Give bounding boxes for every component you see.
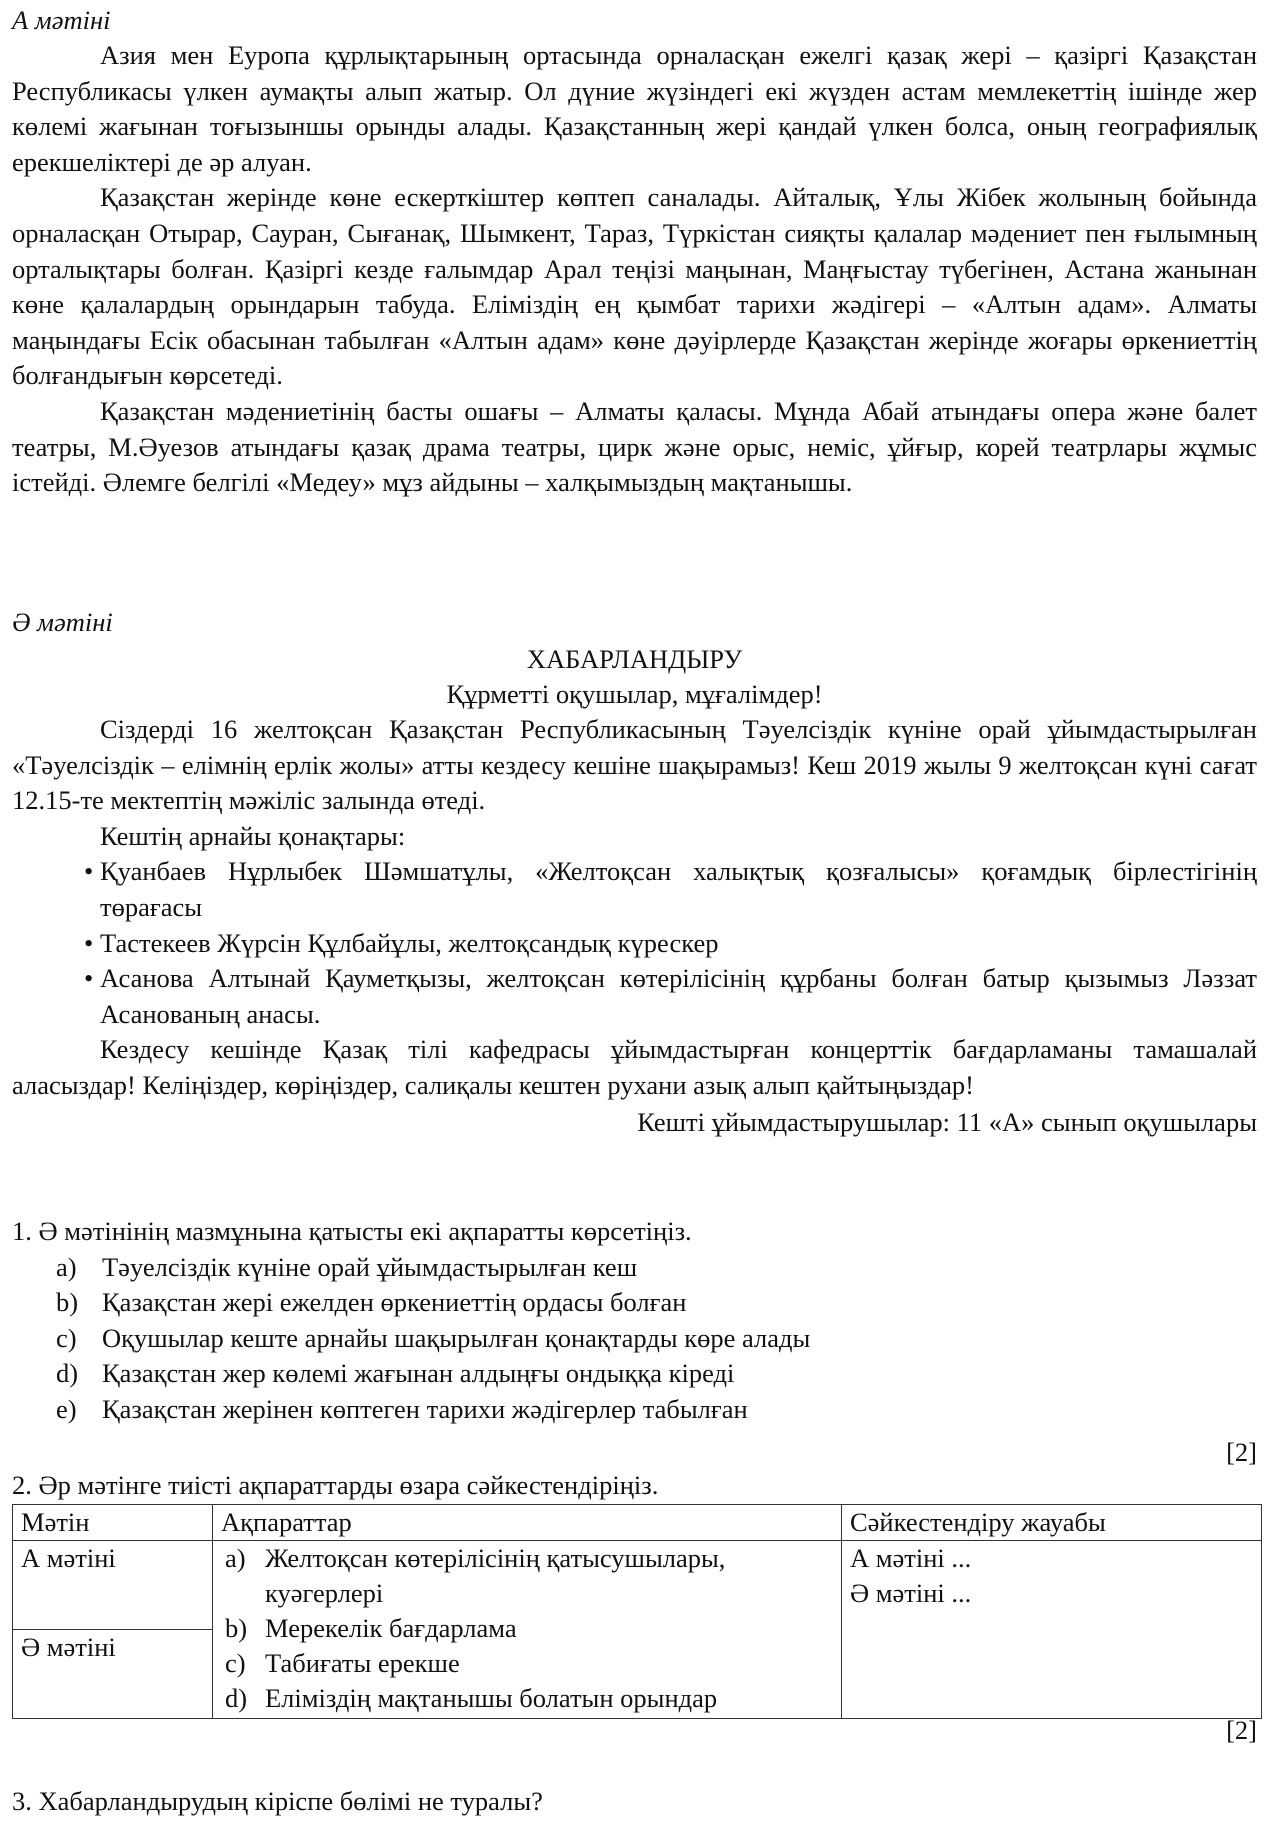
question-1-marks: [2] [1226,1436,1257,1467]
text-b-label: Ә мәтіні [12,607,113,637]
option-e[interactable]: e) Қазақстан жерінен көптеген тарихи жәдігерлер табылған [56,1393,748,1424]
text-a-paragraph-2: Қазақстан жерінде көне ескерткіштер көптеп саналады. Айталық, Ұлы Жібек жолының бойында орналасқан Отырар, Сауран, Сығанақ, Шымкент, Тараз, Түркістан сияқты қалалар мәдениет пен ғылымның орталықтары болған. Қазіргі кезде ғалымдар Арал теңізі маңынан, Маңғыстау түбегінен, Астана жанынан көне қалалардың орындарын табуда. Еліміздің ең қымбат тарихи жәдігері – «Алтын адам». Алматы маңындағы Есік обасынан табылған «Алтын адам» көне дәуірлерде Қазақстан жерінде жоғары өркениеттің болғандығын көрсетеді. [12,182,1257,391]
table-header-row [13,1505,1262,1541]
text-a-paragraph-3: Қазақстан мәдениетінің басты ошағы – Алматы қаласы. Мұнда Абай атындағы опера және балет театры, М.Әуезов атындағы қазақ драма театры, цирк және орыс, неміс, ұйғыр, корей театрлары жұмыс істейді. Әлемге белгілі «Медеу» мұз айдыны – халқымыздың мақтанышы. [12,395,1257,498]
option-c[interactable]: c) Оқушылар кеште арнайы шақырылған қонақтарды көре алады [56,1322,811,1353]
announcement-closing: Кездесу кешінде Қазақ тілі кафедрасы ұйымдастырған концерттік бағдарламаны тамашалай аласыздар! Келіңіздер, көріңіздер, салиқалы кештен рухани азық алып қайтыңыздар! [12,1034,1257,1100]
question-1 [12,1214,1257,1470]
text-a-section [12,2,1257,501]
answer-text-a: А мәтіні ... [850,1543,972,1573]
announcement-title: ХАБАРЛАНДЫРУ [526,644,743,674]
guest-item: • Асанова Алтынай Қауметқызы, желтоқсан көтерілісінің құрбаны болған батыр қызымыз Ләззат Асанованың анасы. [84,963,1257,1029]
announcement-signature: Кешті ұйымдастырушылар: 11 «А» сынып оқушылары [637,1106,1257,1137]
text-a-cell: А мәтіні [13,1541,212,1630]
bullet-icon: • [84,927,94,958]
question-2-marks: [2] [1226,1715,1257,1745]
announcement-greeting: Құрметті оқушылар, мұғалімдер! [446,679,823,709]
question-3 [12,1784,1257,1820]
bullet-icon: • [84,963,94,994]
info-cell [213,1541,842,1719]
option-d[interactable]: d) Қазақстан жер көлемі жағынан алдыңғы ондыққа кіреді [56,1358,735,1389]
header-answer: Сәйкестендіру жауабы [842,1505,1262,1541]
question-1-options [12,1250,1257,1428]
info-item: d) Еліміздің мақтанышы болатын орындар [225,1683,718,1713]
guests-list [12,854,1257,1032]
bullet-icon: • [84,856,94,887]
header-text: Мәтін [13,1505,213,1541]
answer-text-b: Ә мәтіні ... [850,1578,972,1608]
option-a[interactable]: a) Тәуелсіздік күніне орай ұйымдастырылған кеш [56,1251,638,1282]
question-2 [12,1468,1257,1504]
announcement-intro: Сіздерді 16 желтоқсан Қазақстан Республикасының Тәуелсіздік күніне орай ұйымдастырылған «Тәуелсіздік – елімнің ерлік жолы» атты кездесу кешіне шақырамыз! Кеш 2019 жылы 9 желтоқсан күні сағат 12.15-те мектептің мәжіліс залында өтеді. [12,714,1257,816]
text-b-cell: Ә мәтіні [21,1632,116,1662]
text-cell [13,1541,213,1719]
text-a-label: А мәтіні [12,5,111,35]
info-item: b) Мерекелік бағдарлама [225,1613,517,1643]
text-b-section [12,604,1257,1140]
question-2-text: 2. Әр мәтінге тиісті ақпараттарды өзара сәйкестендіріңіз. [12,1470,659,1500]
question-3-text: 3. Хабарландырудың кіріспе бөлімі не туралы? [12,1786,543,1816]
info-item: a) Желтоқсан көтерілісінің қатысушылары, куәгерлері [225,1543,726,1608]
option-b[interactable]: b) Қазақстан жері ежелден өркениеттің ордасы болған [56,1287,687,1318]
table-body-row [13,1541,1262,1719]
guest-item: • Қуанбаев Нұрлыбек Шәмшатұлы, «Желтоқсан халықтық қозғалысы» қоғамдық бірлестігінің төрағасы [84,856,1257,922]
header-info: Ақпараттар [213,1505,842,1541]
answer-cell[interactable] [842,1541,1262,1719]
question-1-text: 1. Ә мәтінінің мазмұнына қатысты екі ақпаратты көрсетіңіз. [12,1216,692,1246]
matching-table [12,1504,1262,1719]
guests-heading: Кештің арнайы қонақтары: [100,820,406,851]
guest-item: • Тастекеев Жүрсін Құлбайұлы, желтоқсандық күрескер [86,926,1257,962]
info-item: c) Табиғаты ерекше [225,1648,460,1678]
question-2-marks-row [12,1712,1257,1748]
text-a-paragraph-1: Азия мен Еуропа құрлықтарының ортасында орналасқан ежелгі қазақ жері – қазіргі Қазақстан Республикасы үлкен аумақты алып жатыр. Ол дүние жүзіндегі екі жүзден астам мемлекеттің ішінде жер көлемі жағынан тоғызыншы орынды алады. Қазақстанның жері қандай үлкен болса, оның географиялық ерекшеліктері де әр алуан. [12,40,1257,177]
